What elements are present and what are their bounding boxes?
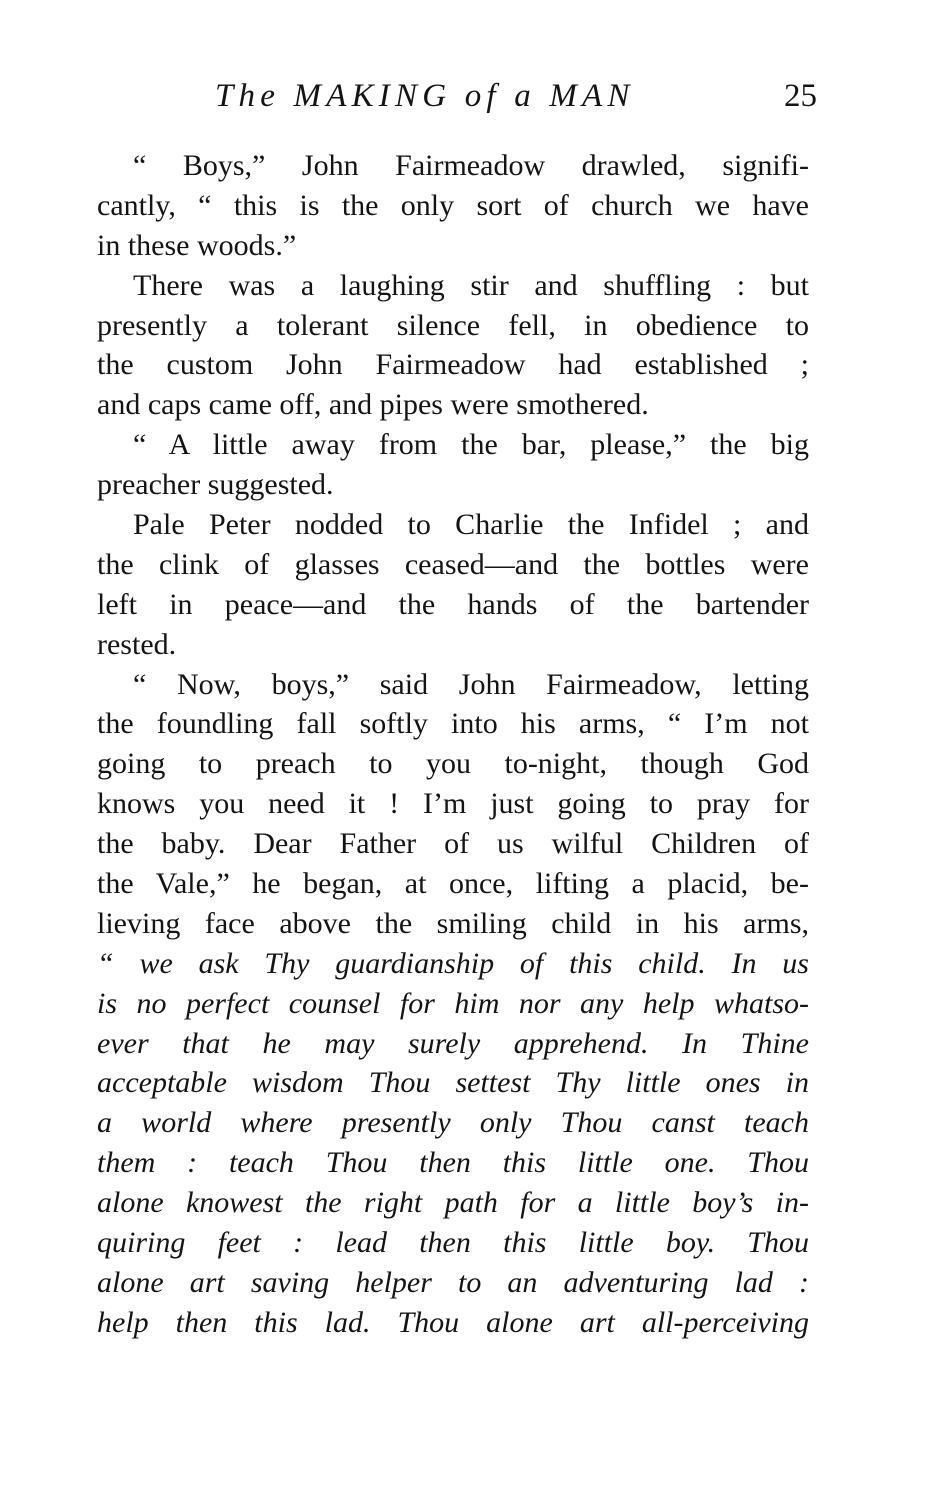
text-line: the foundling fall softly into his arms, “ I’m not: [97, 707, 809, 741]
text-line: cantly, “ this is the only sort of church we have: [97, 188, 809, 222]
text-line: alone art saving helper to an adventuring lad :: [97, 1265, 809, 1299]
text-line: them : teach Thou then this little one. Thou: [97, 1146, 809, 1180]
text-line: Pale Peter nodded to Charlie the Infidel ; and: [133, 508, 809, 542]
text-line: the Vale,” he began, at once, lifting a placid, be-: [97, 867, 809, 901]
text-line: “ Boys,” John Fairmeadow drawled, signifi-: [133, 149, 809, 182]
text-line: going to preach to you to-night, though God: [97, 747, 809, 781]
text-line: ever that he may surely apprehend. In Thine: [97, 1026, 809, 1060]
text-line: alone knowest the right path for a little boy’s in-: [97, 1186, 809, 1220]
body-text: [97, 146, 809, 1343]
text-line: knows you need it ! I’m just going to pray for: [97, 787, 809, 821]
text-line: the custom John Fairmeadow had established ;: [97, 348, 809, 382]
text-line: rested.: [97, 627, 177, 661]
text-line: and caps came off, and pipes were smothered.: [97, 388, 649, 422]
text-line: help then this lad. Thou alone art all-perceiving: [97, 1305, 809, 1339]
page-number: 25: [784, 78, 817, 114]
text-line: quiring feet : lead then this little boy. Thou: [97, 1226, 809, 1260]
text-line: preacher suggested.: [97, 468, 334, 502]
text-line: presently a tolerant silence fell, in obedience to: [97, 308, 809, 342]
text-line: a world where presently only Thou canst teach: [97, 1106, 809, 1140]
text-line: There was a laughing stir and shuffling : but: [133, 268, 809, 302]
text-line: “ Now, boys,” said John Fairmeadow, letting: [133, 667, 809, 701]
text-line: “ we ask Thy guardianship of this child. In us: [97, 946, 809, 980]
text-line: lieving face above the smiling child in his arms,: [97, 906, 809, 940]
text-line: “ A little away from the bar, please,” the big: [133, 428, 809, 462]
text-line: the baby. Dear Father of us wilful Children of: [97, 827, 809, 861]
text-line: acceptable wisdom Thou settest Thy little ones in: [97, 1066, 809, 1100]
text-line: the clink of glasses ceased—and the bottles were: [97, 547, 809, 581]
running-title: The MAKING of a MAN: [215, 78, 635, 114]
text-line: is no perfect counsel for him nor any help whatso-: [97, 986, 809, 1020]
running-header: [205, 78, 817, 126]
text-line: left in peace—and the hands of the bartender: [97, 587, 809, 621]
text-line: in these woods.”: [97, 228, 297, 262]
